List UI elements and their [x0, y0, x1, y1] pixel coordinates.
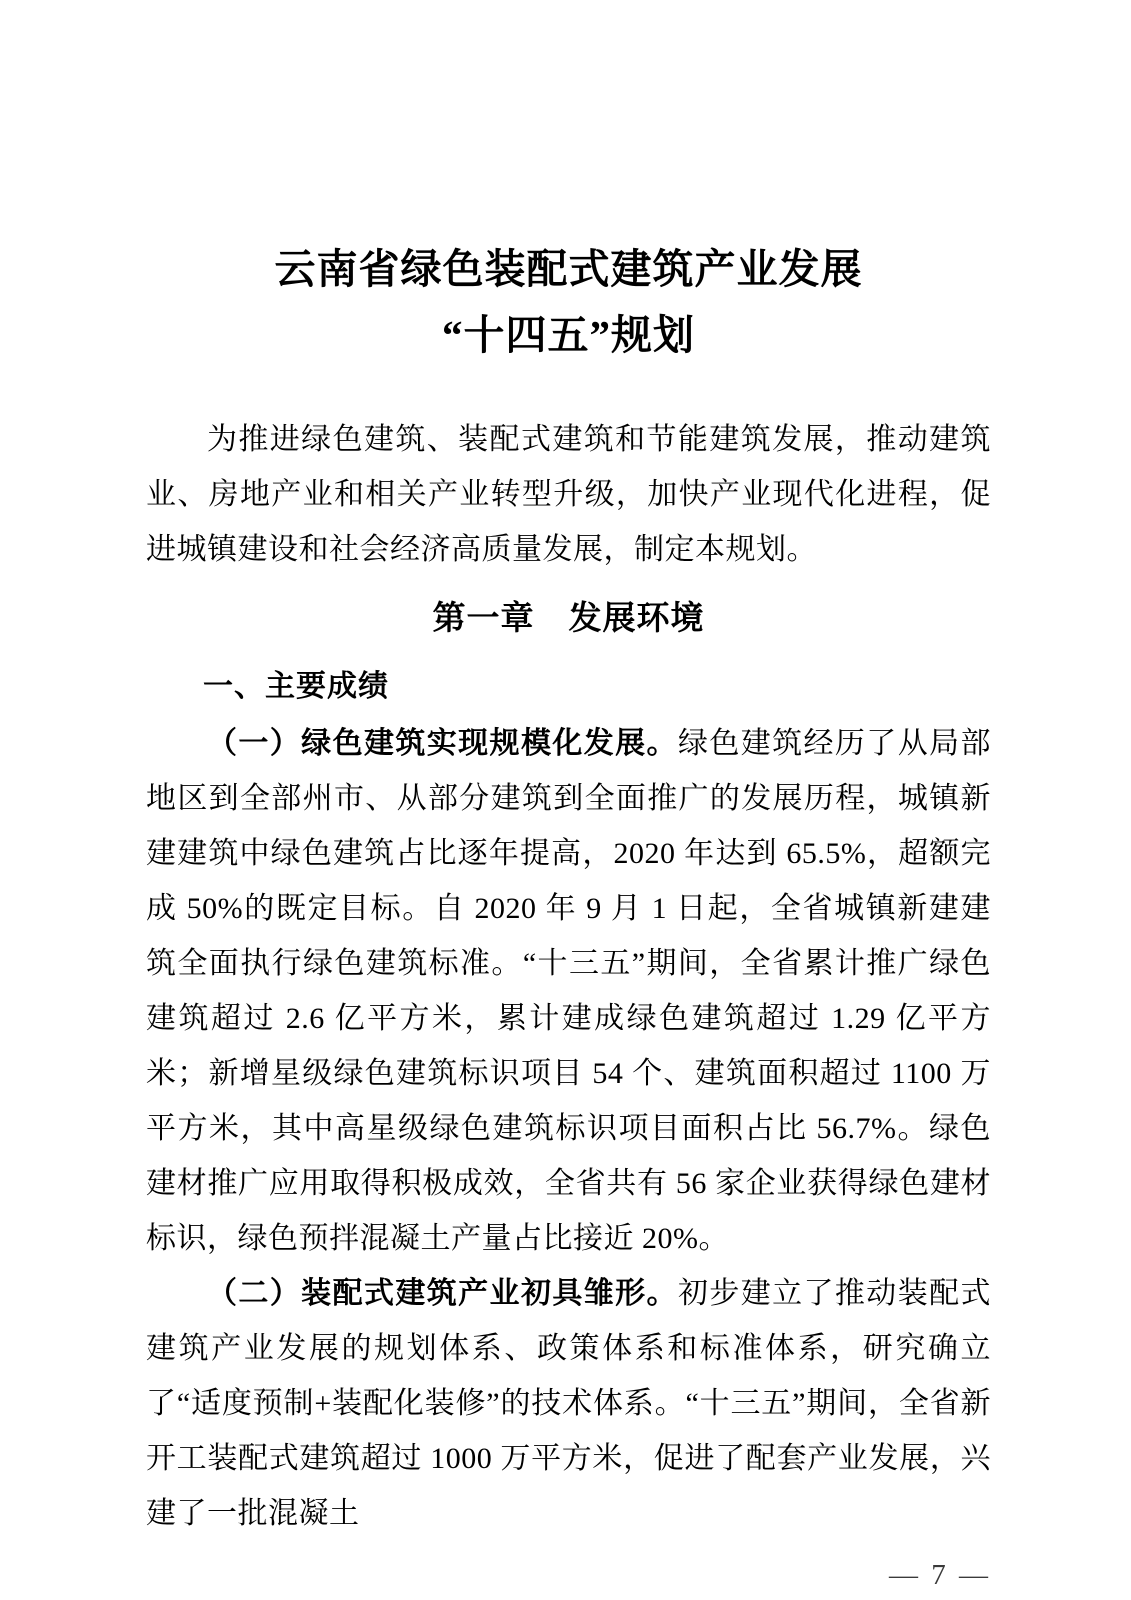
page-number: — 7 — — [889, 1559, 991, 1591]
intro-paragraph: 为推进绿色建筑、装配式建筑和节能建筑发展，推动建筑业、房地产业和相关产业转型升级，加快产业现代化进程，促进城镇建设和社会经济高质量发展，制定本规划。 — [146, 423, 991, 566]
paragraph-prefab-building-lead: （二）装配式建筑产业初具雏形。 — [207, 1277, 678, 1310]
paragraph-green-building-text: 绿色建筑经历了从局部地区到全部州市、从部分建筑到全面推广的发展历程，城镇新建建筑中绿色建筑占比逐年提高，2020 年达到 65.5%，超额完成 50%的既定目标。自 2020 年 9 月 1 日起，全省城镇新建建筑全面执行绿色建筑标准。“十三五”期间，全省累计推广绿色建筑超过 2.6 亿平方米，累计建成绿色建筑超过 1.29 亿平方米；新增星级绿色建筑标识项目 54 个、建筑面积超过 1100 万平方米，其中高星级绿色建筑标识项目面积占比 56.7%。绿色建材推广应用取得积极成效，全省共有 56 家企业获得绿色建材标识，绿色预拌混凝土产量占比接近 20%。 — [146, 727, 991, 1255]
paragraph-green-building — [146, 716, 991, 1266]
chapter-heading: 第一章 发展环境 — [432, 601, 705, 637]
paragraph-prefab-building — [146, 1266, 991, 1541]
paragraph-prefab-building-text: 初步建立了推动装配式建筑产业发展的规划体系、政策体系和标准体系，研究确立了“适度预制+装配化装修”的技术体系。“十三五”期间，全省新开工装配式建筑超过 1000 万平方米，促进了配套产业发展，兴建了一批混凝土 — [146, 1277, 991, 1530]
title-line-2: “十四五”规划 — [442, 312, 695, 358]
section-heading: 一、主要成绩 — [203, 670, 389, 703]
title-line-1: 云南省绿色装配式建筑产业发展 — [274, 246, 863, 292]
document-title — [146, 236, 991, 368]
paragraph-green-building-lead: （一）绿色建筑实现规模化发展。 — [207, 727, 678, 760]
